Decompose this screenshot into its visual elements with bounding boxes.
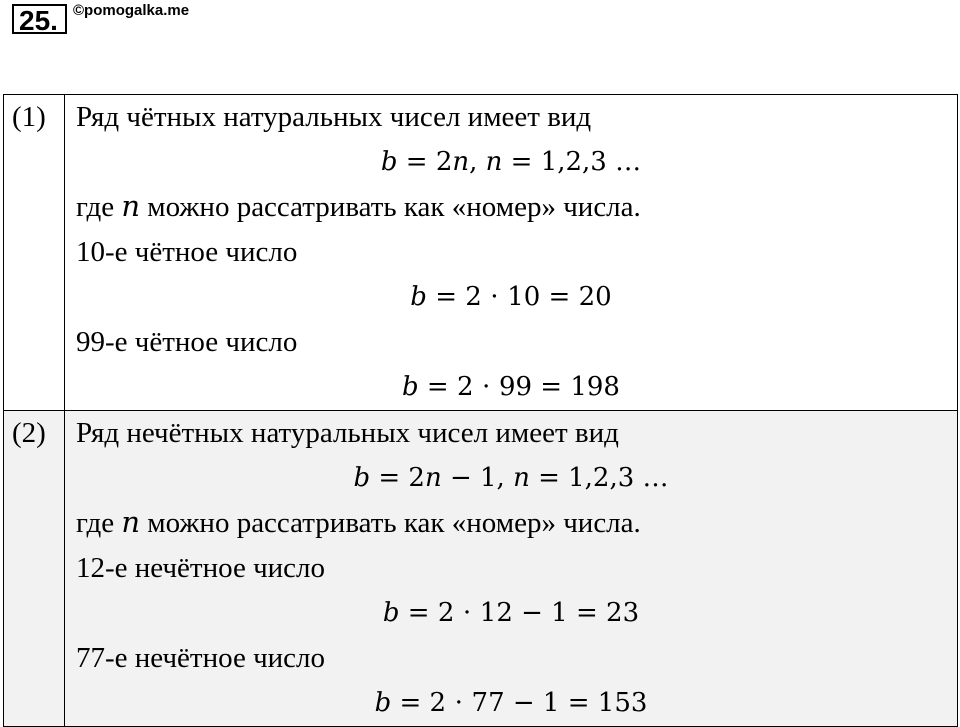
row-label: (2) <box>12 417 46 449</box>
text-line: где 𝑛 можно рассатривать как «номер» числа. <box>76 507 641 539</box>
formula-line: 𝑏 = 2𝑛, 𝑛 = 1,2,3 … <box>380 147 642 177</box>
formula-line: 𝑏 = 2 ⋅ 10 = 20 <box>410 282 612 312</box>
text-line: 99-е чётное число <box>76 326 298 358</box>
formula-line: 𝑏 = 2 ⋅ 77 − 1 = 153 <box>374 688 648 718</box>
solution-row-1 <box>4 95 958 411</box>
solution-row-2 <box>4 411 958 727</box>
row-label-cell <box>4 95 65 411</box>
solution-table <box>3 94 958 727</box>
text-line: 10-е чётное число <box>76 236 298 268</box>
row-label-cell <box>4 411 65 727</box>
problem-number: 25. <box>12 4 67 34</box>
text-line: где 𝑛 можно рассатривать как «номер» числа. <box>76 191 641 223</box>
text-line: 77-е нечётное число <box>76 642 326 674</box>
row-content-cell <box>65 411 958 727</box>
formula-line: 𝑏 = 2 ⋅ 12 − 1 = 23 <box>382 598 640 628</box>
text-line: 12-е нечётное число <box>76 552 326 584</box>
formula-line: 𝑏 = 2𝑛 − 1, 𝑛 = 1,2,3 … <box>353 463 669 493</box>
text-line: Ряд нечётных натуральных чисел имеет вид <box>76 417 619 449</box>
row-label: (1) <box>12 101 46 133</box>
row-content-cell <box>65 95 958 411</box>
formula-line: 𝑏 = 2 ⋅ 99 = 198 <box>402 372 620 402</box>
text-line: Ряд чётных натуральных чисел имеет вид <box>76 101 592 133</box>
watermark: ©pomogalka.me <box>73 2 190 19</box>
